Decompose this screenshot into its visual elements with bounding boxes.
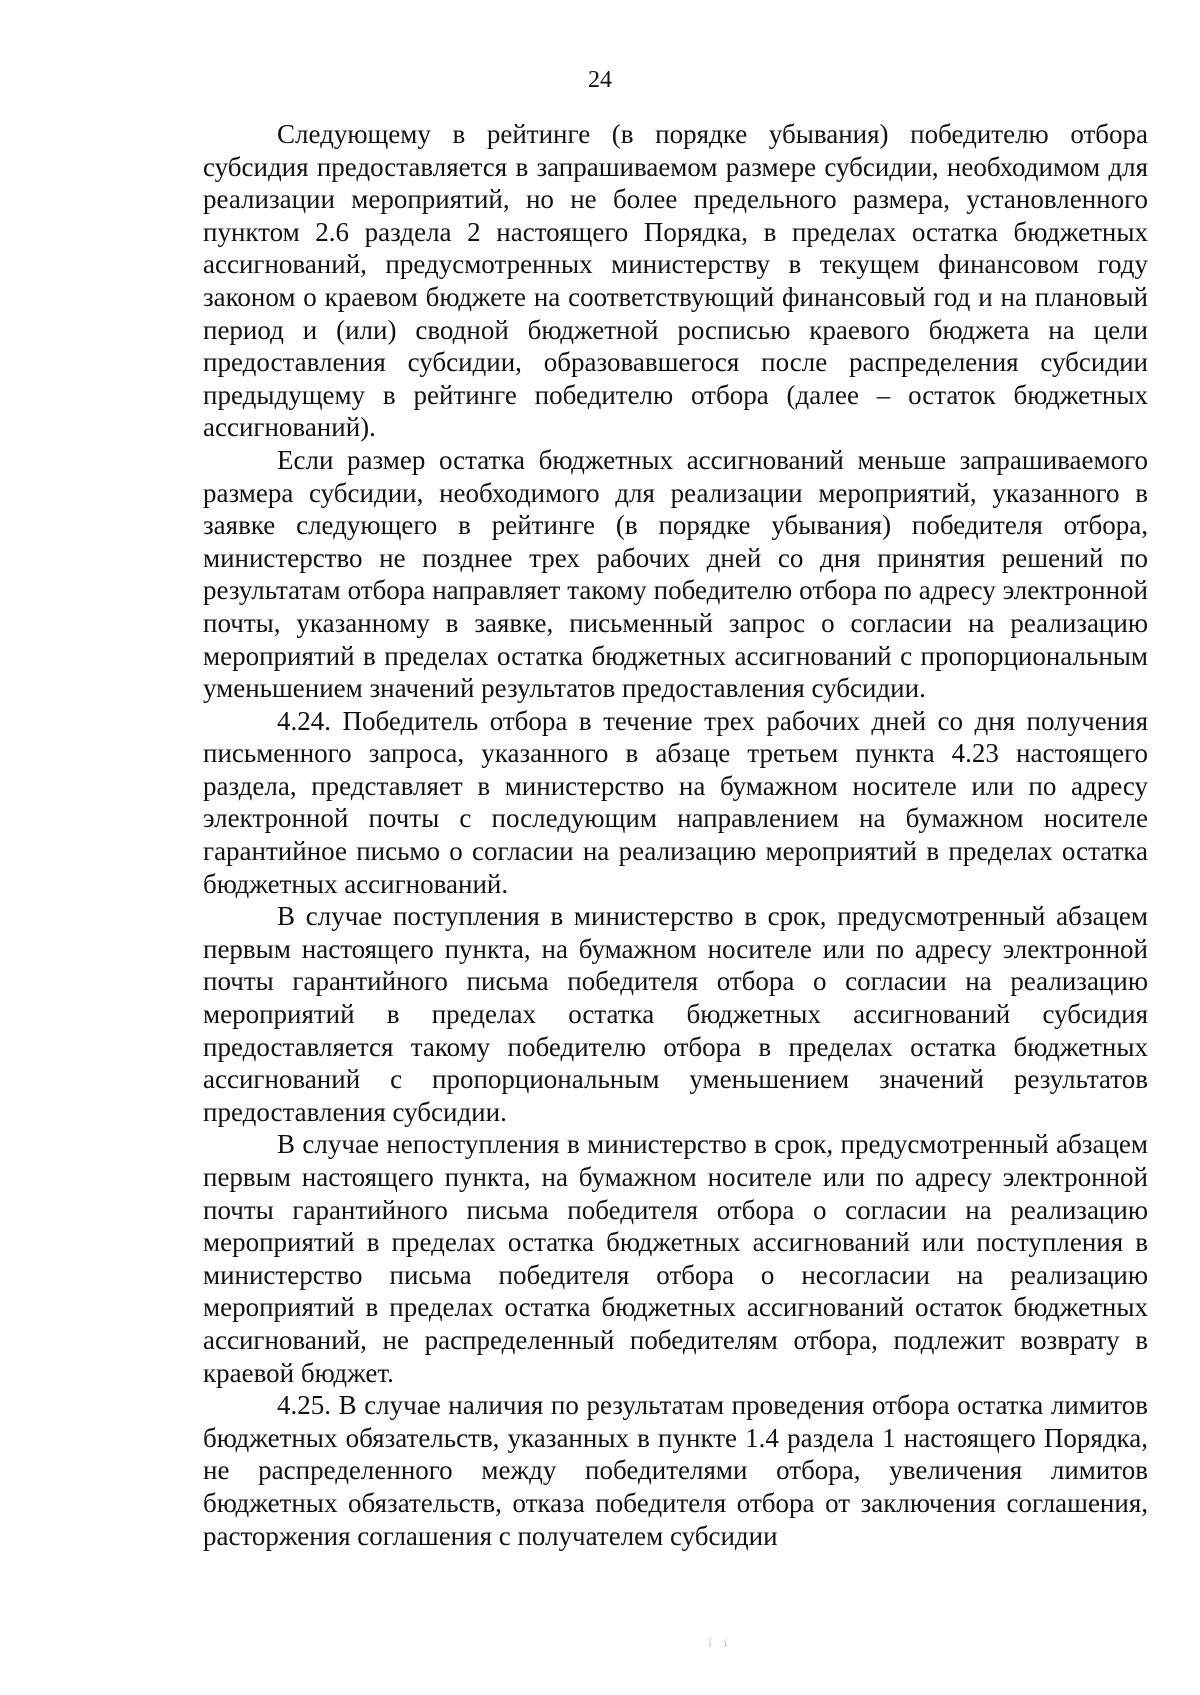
paragraph-clause-4-24: 4.24. Победитель отбора в течение трех рабочих дней со дня получения письменного запроса, указанного в абзаце третьем пункта 4.23 настоящего раздела, представляет в министерство на бумажном носителе или по адресу электронной почты с последующим направлением на бумажном носителе гарантийное письмо о согласии на реализацию мероприятий в пределах остатка бюджетных ассигнований.	[203, 705, 1148, 899]
document-body	[203, 118, 1148, 1552]
paragraph-next-winner-subsidy: Следующему в рейтинге (в порядке убывания) победителю отбора субсидия предоставляется в запрашиваемом размере субсидии, необходимом для реализации мероприятий, но не более предельного размера, установленного пунктом 2.6 раздела 2 настоящего Порядка, в пределах остатка бюджетных ассигнований, предусмотренных министерству в текущем финансовом году законом о краевом бюджете на соответствующий финансовый год и на плановый период и (или) сводной бюджетной росписью краевого бюджета на цели предоставления субсидии, образовавшегося после распределения субсидии предыдущему в рейтинге победителю отбора (далее – остаток бюджетных ассигнований).	[203, 119, 1148, 443]
page-number: 24	[588, 67, 612, 93]
paragraph-guarantee-letter-not-received: В случае непоступления в министерство в срок, предусмотренный абзацем первым настоящего пункта, на бумажном носителе или по адресу электронной почты гарантийного письма победителя отбора о согласии на реализацию мероприятий в пределах остатка бюджетных ассигнований или поступления в министерство письма победителя отбора о несогласии на реализацию мероприятий в пределах остатка бюджетных ассигнований остаток бюджетных ассигнований, не распределенный победителям отбора, подлежит возврату в краевой бюджет.	[203, 1129, 1148, 1388]
paragraph-clause-4-25: 4.25. В случае наличия по результатам проведения отбора остатка лимитов бюджетных обязательств, указанных в пункте 1.4 раздела 1 настоящего Порядка, не распределенного между победителями отбора, увеличения лимитов бюджетных обязательств, отказа победителя отбора от заключения соглашения, расторжения соглашения с получателем субсидии	[203, 1390, 1148, 1551]
scan-artifact-mark: ї і	[708, 1636, 732, 1651]
paragraph-guarantee-letter-received: В случае поступления в министерство в срок, предусмотренный абзацем первым настоящего пункта, на бумажном носителе или по адресу электронной почты гарантийного письма победителя отбора о согласии на реализацию мероприятий в пределах остатка бюджетных ассигнований субсидия предоставляется такому победителю отбора в пределах остатка бюджетных ассигнований с пропорциональным уменьшением значений результатов предоставления субсидии.	[203, 901, 1148, 1127]
paragraph-insufficient-balance: Если размер остатка бюджетных ассигнований меньше запрашиваемого размера субсидии, необходимого для реализации мероприятий, указанного в заявке следующего в рейтинге (в порядке убывания) победителя отбора, министерство не позднее трех рабочих дней со дня принятия решений по результатам отбора направляет такому победителю отбора по адресу электронной почты, указанному в заявке, письменный запрос о согласии на реализацию мероприятий в пределах остатка бюджетных ассигнований с пропорциональным уменьшением значений результатов предоставления субсидии.	[203, 444, 1148, 704]
